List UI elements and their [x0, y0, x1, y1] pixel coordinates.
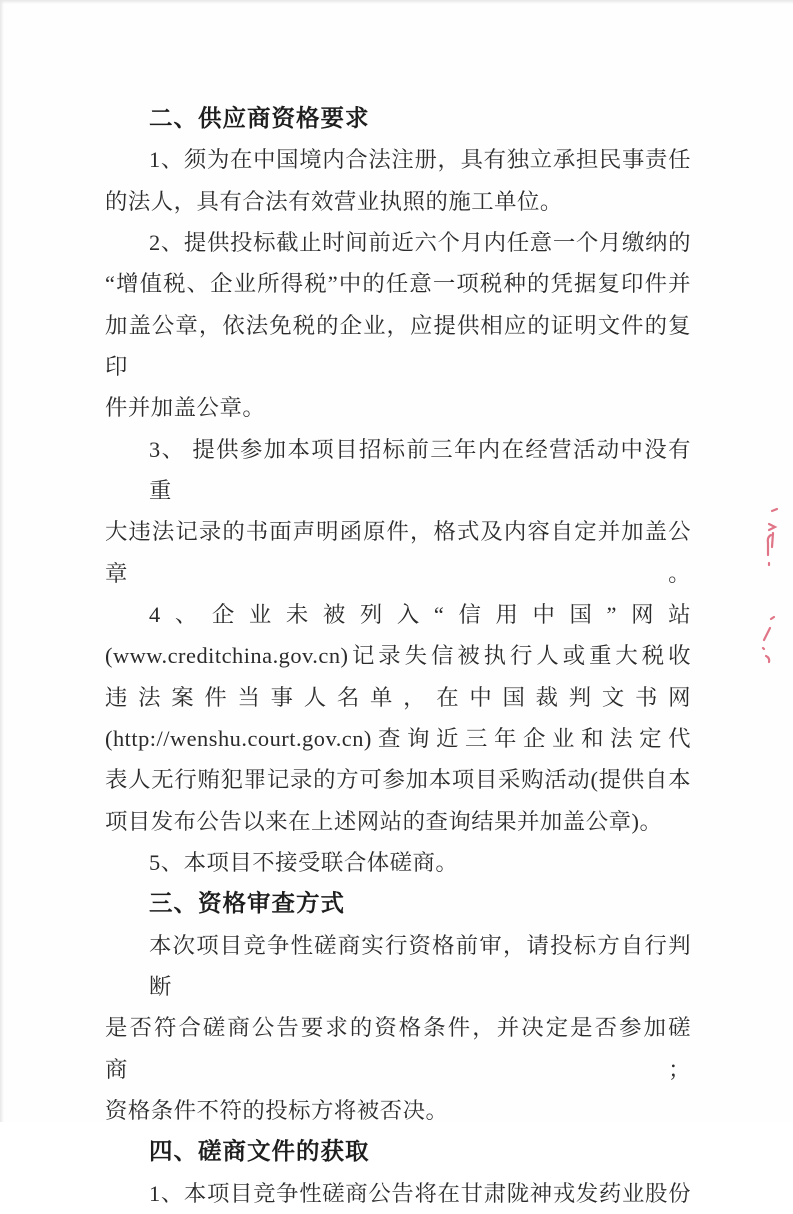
- document-text-block: [105, 98, 691, 1214]
- text-line: 件并加盖公章。: [105, 395, 266, 421]
- text-line: 1、须为在中国境内合法注册，具有独立承担民事责任: [149, 147, 691, 173]
- text-line: 是否符合磋商公告要求的资格条件，并决定是否参加磋商；: [105, 1015, 691, 1082]
- scan-edge-shadow-top: [0, 0, 793, 4]
- text-line: 3、 提供参加本项目招标前三年内在经营活动中没有重: [149, 436, 691, 503]
- text-line-url-wenshu: (http://wenshu.court.gov.cn)查询近三年企业和法定代: [105, 725, 691, 751]
- text-line: 违法案件当事人名单，在中国裁判文书网: [105, 684, 691, 710]
- red-pen-mark-icon: [756, 503, 786, 575]
- text-line: 2、提供投标截止时间前近六个月内任意一个月缴纳的: [149, 229, 691, 255]
- section-heading-qualification-review: 三、资格审查方式: [149, 890, 345, 917]
- red-pen-mark-icon: [754, 610, 782, 672]
- text-line: 加盖公章，依法免税的企业，应提供相应的证明文件的复印: [105, 312, 691, 379]
- section-heading-document-acquisition: 四、磋商文件的获取: [149, 1138, 370, 1165]
- text-line: 大违法记录的书面声明函原件，格式及内容自定并加盖公章。: [105, 519, 691, 586]
- scan-edge-shadow-left: [0, 0, 4, 1122]
- text-line: 项目发布公告以来在上述网站的查询结果并加盖公章)。: [105, 808, 663, 834]
- text-line: 表人无行贿犯罪记录的方可参加本项目采购活动(提供自本: [105, 767, 691, 793]
- text-line: 本次项目竞争性磋商实行资格前审，请投标方自行判断: [149, 932, 691, 999]
- text-line: 资格条件不符的投标方将被否决。: [105, 1097, 449, 1123]
- text-line: “增值税、企业所得税”中的任意一项税种的凭据复印件并: [105, 271, 691, 297]
- text-line: 5、本项目不接受联合体磋商。: [149, 849, 459, 875]
- text-line: 1、本项目竞争性磋商公告将在甘肃陇神戎发药业股份: [149, 1180, 691, 1206]
- text-line: 的法人，具有合法有效营业执照的施工单位。: [105, 188, 563, 214]
- text-line-url-creditchina: (www.creditchina.gov.cn)记录失信被执行人或重大税收: [105, 643, 691, 669]
- text-line: 4、企业未被列入“信用中国”网站: [149, 601, 691, 627]
- section-heading-supplier-qualification: 二、供应商资格要求: [149, 105, 370, 131]
